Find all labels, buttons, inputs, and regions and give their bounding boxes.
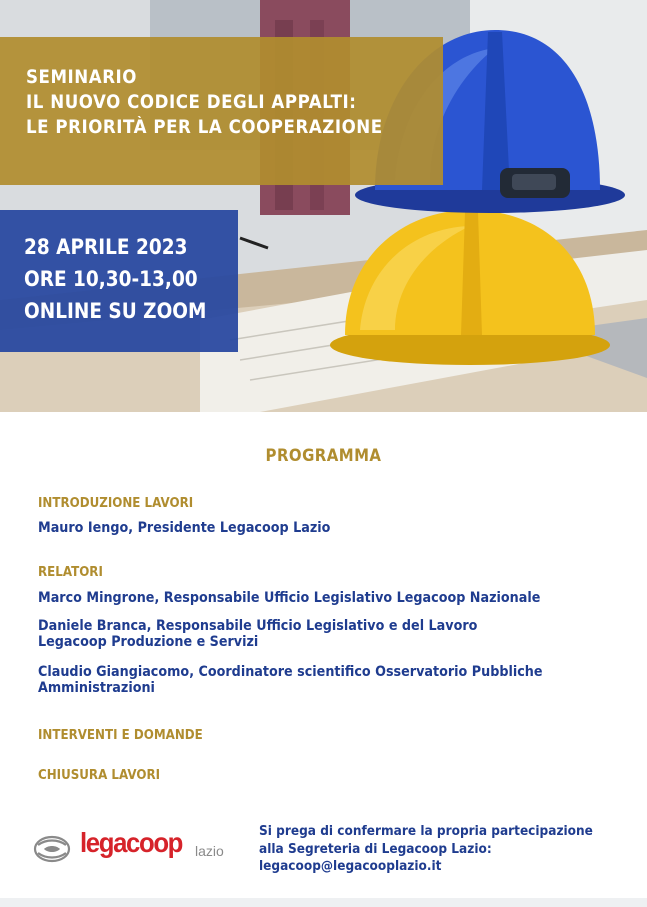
event-date-band (0, 210, 238, 352)
qa-label: INTERVENTI E DOMANDE (38, 727, 203, 743)
seminar-title-band (0, 37, 443, 185)
legacoop-emblem-icon (32, 833, 72, 865)
intro-speaker: Mauro Iengo, Presidente Legacoop Lazio (38, 520, 331, 536)
logo-region: lazio (195, 843, 224, 859)
hero-banner (0, 0, 647, 412)
speaker-1: Marco Mingrone, Responsabile Ufficio Legislativo Legacoop Nazionale (38, 590, 541, 606)
speaker-3-line-1: Claudio Giangiacomo, Coordinatore scientifico Osservatorio Pubbliche (38, 664, 543, 680)
event-time: ORE 10,30-13,00 (24, 267, 198, 292)
rsvp-info (259, 823, 593, 876)
legacoop-logo (32, 827, 242, 869)
seminar-label: SEMINARIO (26, 67, 137, 88)
seminar-title-line-1: IL NUOVO CODICE DEGLI APPALTI: (26, 92, 357, 113)
rsvp-email: legacoop@legacooplazio.it (259, 858, 442, 874)
intro-label: INTRODUZIONE LAVORI (38, 495, 194, 511)
speaker-2-line-1: Daniele Branca, Responsabile Ufficio Legislativo e del Lavoro (38, 618, 478, 634)
speaker-2-line-2: Legacoop Produzione e Servizi (38, 634, 259, 650)
event-location: ONLINE SU ZOOM (24, 299, 207, 324)
speaker-3-line-2: Amministrazioni (38, 680, 155, 696)
rsvp-line-2: alla Segreteria di Legacoop Lazio: (259, 840, 492, 857)
seminar-title-line-2: LE PRIORITÀ PER LA COOPERAZIONE (26, 117, 383, 138)
programme-heading: PROGRAMMA (265, 446, 382, 466)
bottom-strip (0, 898, 647, 907)
logo-wordmark: legacoop (80, 827, 183, 858)
event-date: 28 APRILE 2023 (24, 235, 188, 260)
closing-label: CHIUSURA LAVORI (38, 767, 161, 783)
speakers-label: RELATORI (38, 564, 103, 580)
rsvp-line-1: Si prega di confermare la propria partecipazione (259, 823, 593, 839)
